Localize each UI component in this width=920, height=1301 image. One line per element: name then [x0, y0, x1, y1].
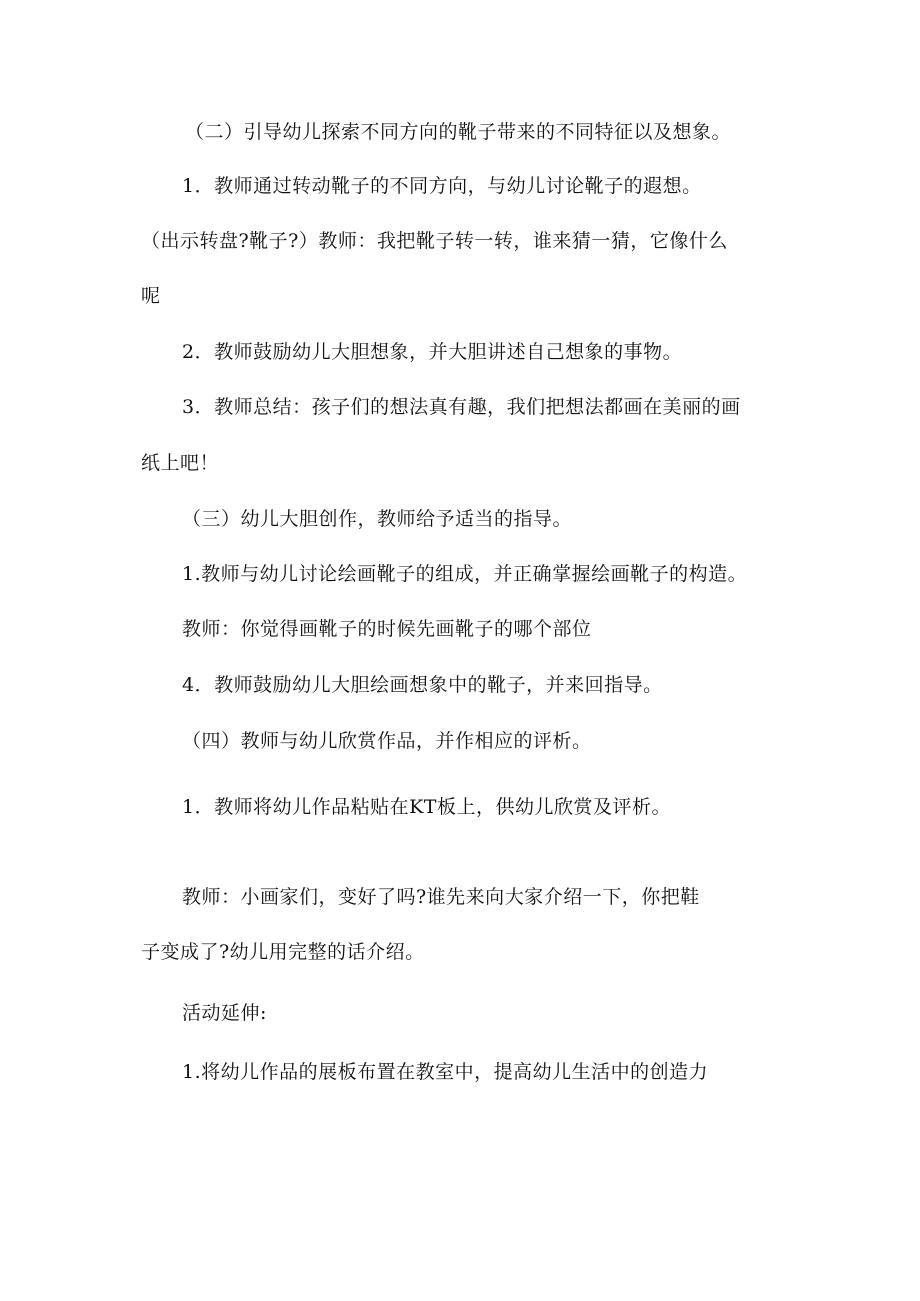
teacher-question-text: 教师：你觉得画靴子的时候先画靴子的哪个部位 [182, 618, 592, 640]
step-4-text: 4．教师鼓励幼儿大胆绘画想象中的靴子，并来回指导。 [182, 674, 663, 696]
step-2-text: 2．教师鼓励幼儿大胆想象，并大胆讲述自己想象的事物。 [182, 341, 683, 363]
step-3-text: 3．教师总结：孩子们的想法真有趣，我们把想法都画在美丽的画 [182, 396, 741, 418]
section-heading-3: （三）幼儿大胆创作，教师给予适当的指导。 [182, 508, 573, 530]
step-1-text: 1．教师通过转动靴子的不同方向，与幼儿讨论靴子的遐想。 [182, 175, 702, 197]
teacher-speech-text: 教师：小画家们，变好了吗?谁先来向大家介绍一下，你把鞋 [182, 886, 700, 908]
teacher-speech-continuation: 子变成了?幼儿用完整的话介绍。 [141, 941, 425, 963]
step-1-drawing-text: 1.教师与幼儿讨论绘画靴子的组成，并正确掌握绘画靴子的构造。 [182, 563, 748, 585]
section-heading-2: （二）引导幼儿探索不同方向的靴子带来的不同特征以及想象。 [185, 121, 732, 143]
extension-step-1-text: 1.将幼儿作品的展板布置在教室中，提高幼儿生活中的创造力 [182, 1061, 709, 1083]
step-1-display-text: 1．教师将幼儿作品粘贴在KT板上，供幼儿欣赏及评析。 [182, 796, 671, 818]
step-3-continuation: 纸上吧！ [141, 452, 220, 474]
section-heading-4: （四）教师与幼儿欣赏作品，并作相应的评析。 [182, 730, 592, 752]
paragraph-line-continuation: 呢 [141, 285, 161, 307]
paragraph-line: （出示转盘?靴子?）教师：我把靴子转一转，谁来猜一猜，它像什么 [141, 230, 728, 252]
activity-extension-heading: 活动延伸: [182, 1002, 267, 1024]
